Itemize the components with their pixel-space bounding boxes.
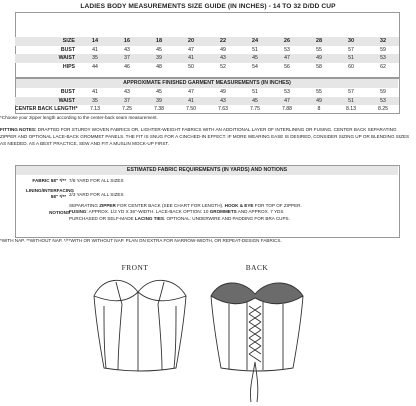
- table-cell: 57: [348, 89, 354, 95]
- size-cell: 30: [335, 37, 367, 46]
- table-cell: 55: [316, 89, 322, 95]
- size-cell: 16: [111, 37, 143, 46]
- size-cell: 24: [239, 37, 271, 46]
- notions-zipper: ZIPPER: [99, 203, 116, 208]
- row-label: WAIST: [15, 54, 79, 63]
- table-cell: 49: [220, 46, 226, 53]
- table-cell: 37: [111, 97, 143, 106]
- notions-lacing-ties: LACING TIES: [134, 215, 164, 221]
- row-label: BUST: [60, 89, 75, 95]
- notions-hook-eye: HOOK & EYE: [224, 203, 254, 208]
- table-cell: 8.25: [377, 106, 389, 113]
- size-cell: 22: [207, 37, 239, 46]
- table-cell: 53: [284, 89, 290, 95]
- finished-table: [15, 88, 399, 114]
- fabric-title: ESTIMATED FABRIC REQUIREMENTS (IN YARDS) AND NOTIONS: [16, 166, 398, 175]
- size-header-row: [15, 37, 399, 46]
- table-cell: 59: [380, 89, 386, 95]
- notions-fusing: FUSING: [69, 209, 87, 215]
- fabric-value: 7/8 YARD FOR ALL SIZES: [69, 178, 124, 183]
- table-cell: 62: [380, 63, 386, 70]
- row-label: BUST: [60, 46, 75, 53]
- table-cell: 51: [252, 46, 258, 53]
- table-cell: 35: [79, 54, 111, 63]
- table-cell: 53: [367, 54, 399, 63]
- table-cell: 46: [124, 63, 130, 70]
- table-cell: 50: [188, 63, 194, 70]
- front-view-illustration: [80, 272, 200, 382]
- size-cell: 26: [271, 37, 303, 46]
- measurements-table: [15, 37, 399, 71]
- fabric-box: [15, 165, 400, 238]
- table-row: [15, 63, 399, 72]
- table-cell: 7.63: [217, 106, 229, 113]
- fitting-notes-text: DRAFTED FOR STURDY WOVEN FABRICS OR, LIGHTER-WEIGHT FABRICS WITH AN ADDITIONAL LAYER OF INTERLINING OR FUSING. CENTER BACK SEPARATING ZIPPER AND OPTIONAL LACE-BACK GROMMET PANELS. THE FIT IS SNUG FOR A CINCHED-IN EFFECT. IF MORE WEARING EASE IS DESIRED, CONSIDER SIZING UP OR BLENDING SIZES AS NEEDED. AS A BEST PRACTICE, SEW AND FIT A MUSLIN MOCK-UP FIRST.: [0, 127, 410, 147]
- back-view-illustration: [197, 272, 317, 406]
- table-cell: 37: [111, 54, 143, 63]
- table-cell: 49: [303, 97, 335, 106]
- notions-text-part: FOR CENTER BACK (SEE CHART FOR LENGTH).: [115, 203, 225, 208]
- notions-text-part: FOR TOP OF ZIPPER.: [253, 203, 302, 208]
- table-row: [15, 54, 399, 63]
- row-label: CENTER BACK LENGTH*: [15, 106, 78, 113]
- table-cell: 8: [317, 106, 321, 113]
- notions-text-part: PURCHASED OR SELF-MADE: [69, 215, 135, 221]
- notions-text-part: SEPARATING: [69, 203, 100, 208]
- notions-text-part: . OPTIONAL: UNDERWIRE AND PADDING FOR BRA CUPS.: [163, 215, 290, 221]
- table-cell: 43: [207, 97, 239, 106]
- fitting-notes: [0, 126, 414, 147]
- table-cell: 39: [143, 97, 175, 106]
- table-cell: 7.13: [89, 106, 101, 113]
- table-cell: 39: [143, 54, 175, 63]
- size-cell: 18: [143, 37, 175, 46]
- lining-value: 2/3 YARD FOR ALL SIZES: [69, 192, 124, 197]
- table-cell: 54: [252, 63, 258, 70]
- notions-grommets: GROMMETS: [209, 209, 237, 215]
- table-cell: 47: [188, 46, 194, 53]
- lining-label-line1: LINING/INTERFACING: [26, 188, 74, 193]
- table-cell: 51: [335, 54, 367, 63]
- table-cell: 47: [271, 97, 303, 106]
- table-cell: 43: [124, 89, 130, 95]
- table-cell: 47: [271, 54, 303, 63]
- table-cell: 53: [284, 46, 290, 53]
- table-cell: 48: [156, 63, 162, 70]
- size-cell: 20: [175, 37, 207, 46]
- lining-label-line2: 58" */**: [50, 194, 66, 199]
- size-cell: 14: [79, 37, 111, 46]
- fabric-label: FABRIC 58" */**: [32, 178, 66, 183]
- notions-text: [69, 203, 397, 222]
- table-cell: 59: [380, 46, 386, 53]
- notions-text-part: AND APPROX. 7 YDS: [236, 209, 284, 215]
- table-cell: 55: [316, 46, 322, 53]
- row-label: HIPS: [62, 63, 75, 70]
- size-label: SIZE: [15, 37, 79, 46]
- table-row: [15, 105, 399, 114]
- table-cell: 41: [175, 54, 207, 63]
- table-row: [15, 88, 399, 97]
- table-cell: 8.13: [345, 106, 357, 113]
- table-cell: 45: [239, 54, 271, 63]
- table-cell: 44: [92, 63, 98, 70]
- table-cell: 57: [348, 46, 354, 53]
- front-view-label: FRONT: [121, 263, 149, 272]
- table-cell: 51: [335, 97, 367, 106]
- nap-footnote: *WITH NAP. **WITHOUT NAP. */**WITH OR WITHOUT NAP. PLAN ON EXTRA FOR NARROW-WIDTH, OR REPEAT-DESIGN FABRICS.: [0, 238, 282, 243]
- table-cell: 35: [79, 97, 111, 106]
- table-cell: 45: [156, 89, 162, 95]
- table-cell: 43: [207, 54, 239, 63]
- table-cell: 7.25: [121, 106, 133, 113]
- table-cell: 41: [175, 97, 207, 106]
- table-cell: 58: [316, 63, 322, 70]
- table-row: [15, 46, 399, 55]
- size-cell: 32: [367, 37, 399, 46]
- table-cell: 49: [303, 54, 335, 63]
- table-cell: 45: [239, 97, 271, 106]
- table-cell: 41: [92, 46, 98, 53]
- table-cell: 45: [156, 46, 162, 53]
- back-view-label: BACK: [245, 263, 269, 272]
- fitting-notes-label: FITTING NOTES:: [0, 127, 37, 132]
- table-cell: 60: [348, 63, 354, 70]
- table-cell: 43: [124, 46, 130, 53]
- notions-text-part: : APPROX. 1/2 YD X 36"-WIDTH. LACE-BACK OPTION: 10: [86, 209, 210, 215]
- table-cell: 53: [367, 97, 399, 106]
- finished-title: APPROXIMATE FINISHED GARMENT MEASUREMENTS (IN INCHES): [16, 79, 398, 88]
- table-cell: 47: [188, 89, 194, 95]
- table-cell: 7.75: [249, 106, 261, 113]
- table-row: [15, 97, 399, 106]
- size-cell: 28: [303, 37, 335, 46]
- table-cell: 41: [92, 89, 98, 95]
- notions-label: NOTIONS: [49, 210, 70, 215]
- table-cell: 7.50: [185, 106, 197, 113]
- table-cell: 52: [220, 63, 226, 70]
- table-cell: 7.88: [281, 106, 293, 113]
- row-label: WAIST: [15, 97, 79, 106]
- table-cell: 56: [284, 63, 290, 70]
- table-cell: 51: [252, 89, 258, 95]
- zipper-footnote: *Choose your zipper length according to the center-back seam measurement.: [0, 115, 158, 120]
- measurements-title: LADIES BODY MEASUREMENTS SIZE GUIDE (IN INCHES) - 14 TO 32 D/DD CUP: [80, 3, 336, 10]
- table-cell: 49: [220, 89, 226, 95]
- table-cell: 7.38: [153, 106, 165, 113]
